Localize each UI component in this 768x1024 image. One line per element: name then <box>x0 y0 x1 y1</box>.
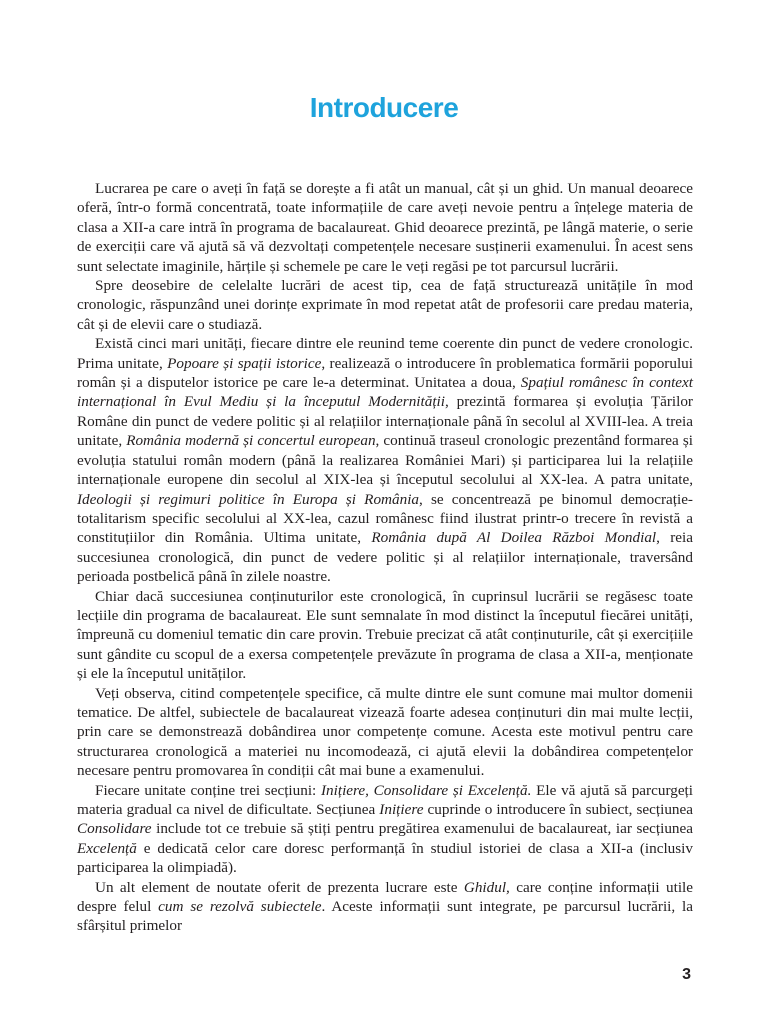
text-run: Un alt element de noutate oferit de prezenta lucrare este <box>95 878 464 896</box>
paragraph <box>77 878 693 936</box>
text-run: include tot ce trebuie să știți pentru pregătirea examenului de bacalaureat, iar secțiunea <box>151 820 693 838</box>
italic-run: Inițiere, Consolidare și Excelență. <box>320 781 532 799</box>
italic-run: cum se rezolvă subiectele <box>158 898 322 916</box>
italic-run: Inițiere <box>379 801 424 818</box>
text-run: cuprinde o introducere în subiect, secțiunea <box>423 801 693 818</box>
body-text <box>77 179 693 936</box>
paragraph <box>77 179 693 276</box>
text-run: . Aceste informații sunt integrate, pe parcursul lucrării, la sfârșitul primelor <box>77 898 693 935</box>
italic-run: Consolidare <box>77 820 152 838</box>
page-title: Introducere <box>309 92 459 123</box>
italic-run: Spațiul românesc în context internațional în Evul Mediu și la începutul Modernității <box>77 374 693 411</box>
text-run: , prezintă formarea și evoluția Țărilor Române din punct de vedere politic și al relațiilor internaționale până în secolul al XVIII-lea. A treia unitate, <box>77 393 693 450</box>
italic-run: România după Al Doilea Război Mondial <box>371 529 657 547</box>
italic-run: Ghidul, <box>463 878 510 896</box>
paragraph <box>77 334 693 586</box>
text-run: , se concentrează pe binomul democrație-totalitarism specific secolului al XX-lea, cazul românesc fiind ilustrat printr-o trecere în revistă a constituțiilor din România. Ultima unitate, <box>77 490 693 547</box>
italic-run: România modernă și concertul european <box>126 432 376 450</box>
text-run: Chiar dacă succesiunea conținuturilor este cronologică, în cuprinsul lucrării se regăsesc toate lecțiile din programa de bacalaureat. Ele sunt semnalate în mod distinct la începutul fiecărei unități, împreună cu domeniul tematic din care provin. Trebuie precizat că atât conținuturile, cât și exercițiile sunt gândite cu scopul de a exersa competențele prevăzute în programa de clasa a XII-a, menționate și ele la începutul unităților. <box>77 587 693 683</box>
text-run: e dedicată celor care doresc performanță în studiul istoriei de clasa a XII-a (inclusiv participarea la olimpiadă). <box>77 839 693 877</box>
text-run: , continuă traseul cronologic prezentând formarea și evoluția statului român modern (până la realizarea României Mari) și participarea lui la relațiile internaționale europene din secolul al XIX-lea și începutul secolului al XX-lea. A patra unitate, <box>77 432 693 489</box>
italic-run: Popoare și spații istorice <box>167 354 322 372</box>
text-run: Lucrarea pe care o aveți în față se dorește a fi atât un manual, cât și un ghid. Un manual deoarece oferă, într-o formă concentrată, toate informațiile de care aveți nevoie pentru a înțelege materia de clasa a XII-a care intră în programa de bacalaureat. Ghid deoarece prezintă, pe lângă materie, o serie de exerciții care vă ajută să vă dezvoltați competențele necesare susținerii examenului. În acest sens sunt selectate imaginile, hărțile și schemele pe care le veți regăsi pe tot parcursul lucrării. <box>77 180 693 275</box>
page-number: 3 <box>682 966 691 983</box>
italic-run: Ideologii și regimuri politice în Europa și România <box>77 490 420 508</box>
paragraph <box>77 684 693 781</box>
text-run: Spre deosebire de celelalte lucrări de acest tip, cea de față structurează unitățile în mod cronologic, răspunzând unei dorințe exprimate în mod repetat atât de profesorii care predau materia, cât și de elevii care o studiază. <box>77 277 693 333</box>
text-run: Fiecare unitate conține trei secțiuni: <box>95 781 321 799</box>
text-run: , realizează o introducere în problematica formării poporului român și a disputelor istorice pe care le-a determinat. Unitatea a doua, <box>77 354 693 392</box>
text-run: Există cinci mari unități, fiecare dintre ele reunind teme coerente din punct de vedere cronologic. Prima unitate, <box>77 335 693 372</box>
italic-run: Excelență <box>77 839 137 857</box>
text-run: Veți observa, citind competențele specifice, că multe dintre ele sunt comune mai multor domenii tematice. De altfel, subiectele de bacalaureat vizează foarte adesea conținuturi din mai multe lecții, prin care se demonstrează dobândirea unor competențe comune. Acesta este motivul pentru care structurarea cronologică a materiei nu incomodează, ci ajută elevii la dobândirea competențelor necesare pentru promovarea în condiții cât mai bune a examenului. <box>77 684 693 780</box>
paragraph <box>77 587 693 684</box>
text-run: care conține informații utile despre felul <box>77 878 694 916</box>
text-run: Ele vă ajută să parcurgeți materia gradual ca nivel de dificultate. Secțiunea <box>77 781 693 818</box>
paragraph <box>77 276 693 334</box>
paragraph <box>77 781 693 878</box>
text-run: , reia succesiunea cronologică, din punct de vedere politic și al relațiilor internaționale, traversând perioada postbelică până în zilele noastre. <box>77 529 693 586</box>
